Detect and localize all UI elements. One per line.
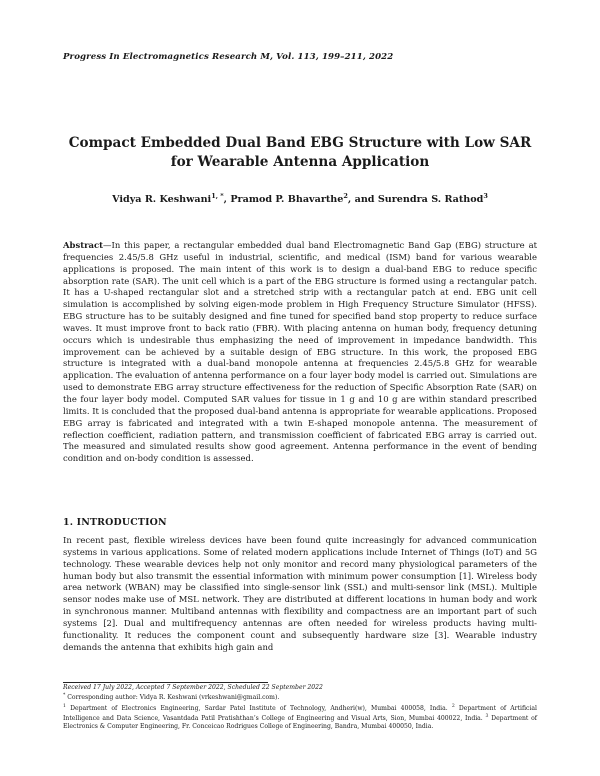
author-name: Pramod P. Bhavarthe: [230, 194, 344, 206]
section-heading: 1. INTRODUCTION: [63, 517, 167, 528]
received-dates: Received 17 July 2022, Accepted 7 September 2022, Scheduled 22 September 2022: [63, 684, 323, 691]
affiliation-1: Department of Electronics Engineering, Sardar Patel Institute of Technology, Andheri(w), Mumbai 400058, India.: [65, 704, 452, 712]
journal-header: Progress In Electromagnetics Research M, Vol. 113, 199–211, 2022: [63, 52, 394, 62]
footnote-mark: *: [63, 693, 66, 699]
footnote-mark: 2: [451, 703, 455, 709]
paper-title: [60, 134, 540, 172]
author-list: [60, 192, 540, 205]
abstract: [63, 240, 537, 465]
footnote-divider: [63, 682, 268, 683]
abstract-text: —In this paper, a rectangular embedded dual band Electromagnetic Band Gap (EBG) structure at frequencies 2.45/5.8 GHz useful in industrial, scientific, and medical (ISM) band for various wearable applications is proposed. The main intent of this work is to design a dual-band EBG to reduce specific absorption rate (SAR). The unit cell which is a part of the EBG structure is formed using a rectangular patch. It has a U-shaped rectangular slot and a stretched strip with a rectangular patch at end. EBG unit cell simulation is accomplished by solving eigen-mode problem in High Frequency Structure Simulator (HFSS). EBG structure has to be suitably designed and fine tuned for specified band stop property to reduce surface waves. It must improve front to back ratio (FBR). With placing antenna on human body, frequency detuning occurs which is undesirable thus emphasizing the need of improvement in impedance bandwidth. This improvement can be achieved by a suitable design of EBG structure. In this work, the proposed EBG structure is integrated with a dual-band monopole antenna at frequencies 2.45/5.8 GHz for wearable application. The evaluation of antenna performance on a four layer body model is carried out. Simulations are used to demonstrate EBG array structure effectiveness for the reduction of Specific Absorption Rate (SAR) on the four layer body model. Computed SAR values for tissue in 1 g and 10 g are within standard prescribed limits. It is concluded that the proposed dual-band antenna is appropriate for wearable applications. Proposed EBG array is fabricated and integrated with a twin E-shaped monopole antenna. The measurement of reflection coefficient, radiation pattern, and transmission coefficient of fabricated EBG array is carried out. The measured and simulated results show good agreement. Antenna performance in the event of bending condition and on-body condition is assessed.: [63, 240, 537, 464]
corresponding-author-text: Corresponding author: Vidya R. Keshwani (vrkeshwani@gmail.com).: [65, 694, 280, 702]
author-affiliation-mark: 1, *: [211, 192, 224, 200]
corresponding-author-note: [63, 692, 537, 702]
author-separator: ,: [223, 194, 231, 206]
author-affiliation-mark: 3: [483, 192, 488, 200]
introduction-paragraph: In recent past, flexible wireless devices have been found quite increasingly for advanced communication systems in various applications. Some of related modern applications include Internet of Things (IoT) and 5G technology. These wearable devices help not only monitor and record many physiological parameters of the human body but also transmit the essential information with minimum power consumption [1]. Wireless body area network (WBAN) may be classified into single-sensor link (SSL) and multi-sensor link (MSL). Multiple sensor nodes make use of MSL network. They are distributed at different locations in human body and work in synchronous manner. Multiband antennas with flexibility and compactness are an important part of such systems [2]. Dual and multifrequency antennas are often needed for wireless products having multi-functionality. It reduces the component count and subsequently hardware size [3]. Wearable industry demands the antenna that exhibits high gain and: [63, 535, 537, 652]
author-name: Surendra S. Rathod: [377, 194, 484, 206]
author-affiliation-mark: 2: [343, 192, 348, 200]
affiliation-3: Department of Electronics & Computer Engineering, Fr. Conceicao Rodrigues College of Engineering, Bandra, Mumbai 400050, India.: [63, 714, 537, 731]
affiliations-note: [63, 703, 537, 732]
author-name: Vidya R. Keshwani: [112, 194, 212, 206]
footnote-mark: 3: [485, 713, 489, 719]
footnotes: [63, 684, 537, 732]
abstract-label: Abstract: [63, 240, 104, 250]
paper-title-line-1: Compact Embedded Dual Band EBG Structure with Low SAR: [68, 135, 532, 151]
affiliation-2: Department of Artificial Intelligence and Data Science, Vasantdada Patil Pratishthan’s College of Engineering and Visual Arts, Sion, Mumbai 400022, India.: [63, 704, 537, 722]
author-separator: , and: [347, 194, 378, 206]
footnote-mark: 1: [63, 703, 66, 709]
paper-title-line-2: for Wearable Antenna Application: [170, 154, 430, 170]
